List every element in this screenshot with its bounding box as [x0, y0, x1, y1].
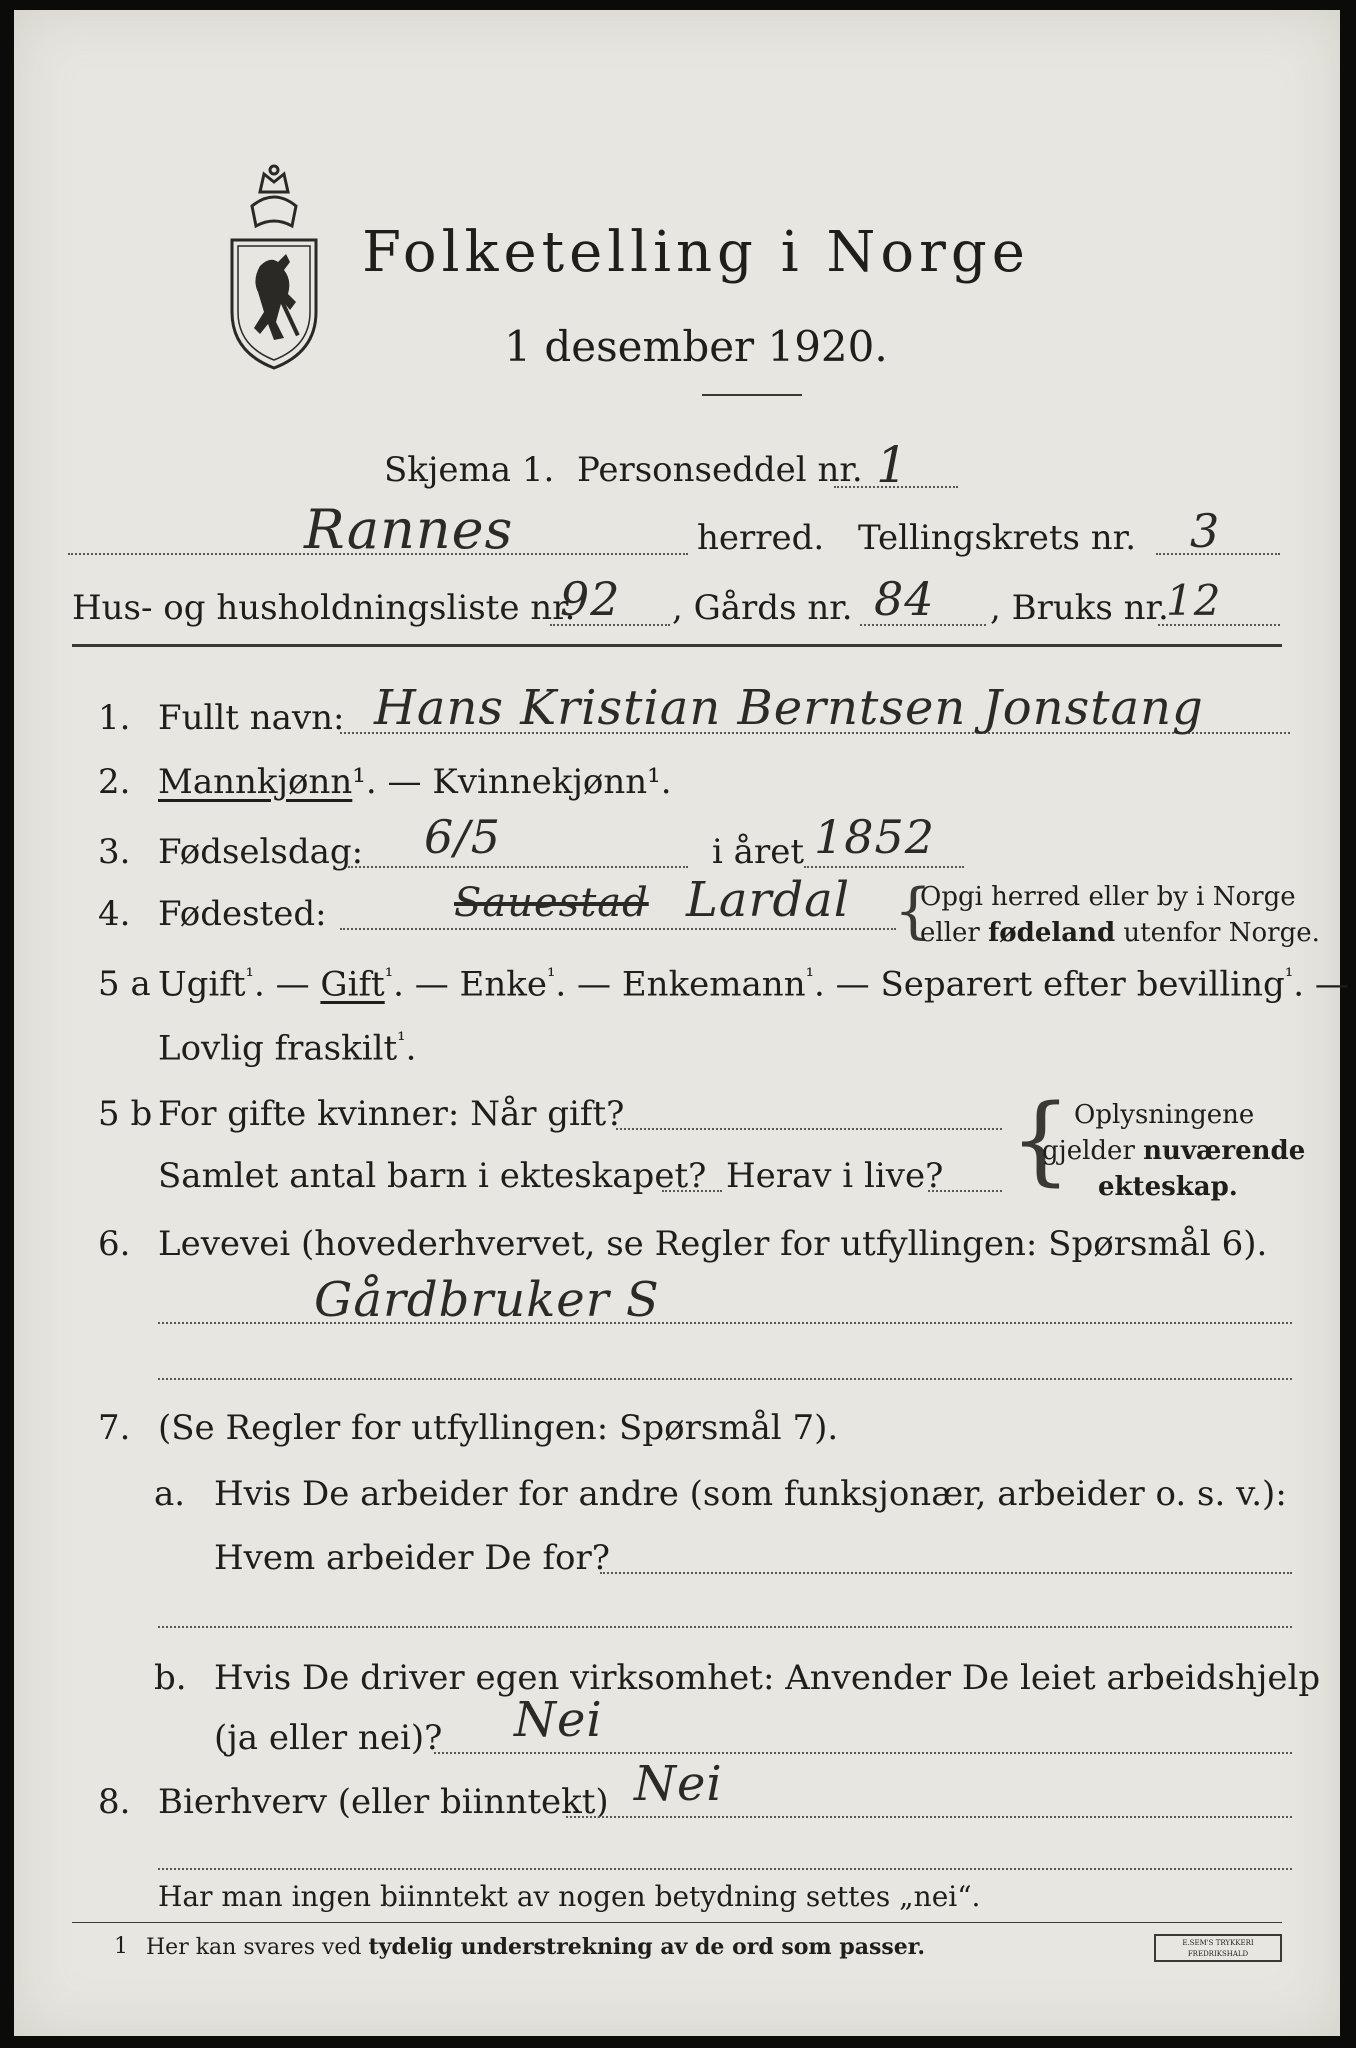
q4-line — [340, 928, 896, 930]
q7a-line-1 — [600, 1572, 1292, 1574]
q5b-barn-label: Samlet antal barn i ekteskapet? — [158, 1156, 707, 1196]
printer-mark: E.SEM'S TRYKKERI FREDRIKSHALD — [1154, 1934, 1282, 1962]
q7b-question: (ja eller nei)? — [214, 1718, 443, 1758]
footer-rule — [72, 1922, 1282, 1923]
q8-value: Nei — [634, 1756, 723, 1812]
q5a-options: Ugift$^{^1}$. — Gift$^{^1}$. — Enke$^{^1}$. — Enkemann$^{^1}$. — Separert efter bevilling$^{^1}$. — — [158, 964, 1349, 1005]
q3-value: 6/5 — [424, 810, 502, 864]
q5b-number: 5 b — [98, 1094, 153, 1134]
q7b-line — [434, 1752, 1292, 1754]
footnote-text: Her kan svares ved tydelig understrekning av de ord som passer. — [146, 1934, 926, 1960]
q4-brace: { — [894, 876, 933, 946]
q2-options — [158, 762, 672, 802]
q4-struck: Sauestad — [454, 880, 649, 926]
q6-number: 6. — [98, 1224, 131, 1264]
q3-label: Fødselsdag: — [158, 832, 364, 872]
q4-hint1: Opgi herred eller by i Norge — [920, 882, 1296, 912]
personseddel-label: Personseddel nr. — [577, 450, 863, 490]
q7-number: 7. — [98, 1408, 131, 1448]
form-title: Folketelling i Norge — [362, 220, 1030, 285]
bruks-label: , Bruks nr. — [990, 588, 1169, 628]
q3-number: 3. — [98, 832, 131, 872]
husliste-label: Hus- og husholdningsliste nr. — [72, 588, 576, 628]
q5a-number: 5 a — [98, 964, 151, 1004]
q4-label: Fødested: — [158, 894, 327, 934]
q4-number: 4. — [98, 894, 131, 934]
q2-sep: ¹. — — [352, 762, 433, 802]
q4-value: Lardal — [686, 872, 851, 928]
tellingskrets-value: 3 — [1190, 504, 1221, 558]
personseddel-value: 1 — [876, 436, 909, 494]
q5a-enkemann[interactable]: Enkemann — [621, 964, 806, 1005]
q7a-question: Hvem arbeider De for? — [214, 1538, 610, 1578]
q5a-fraskilt[interactable]: Lovlig fraskilt — [158, 1028, 398, 1069]
q1-value: Hans Kristian Berntsen Jonstang — [374, 680, 1204, 736]
q5b-label: For gifte kvinner: Når gift? — [158, 1094, 625, 1134]
footnote-number: 1 — [114, 1934, 128, 1959]
q7-label: (Se Regler for utfyllingen: Spørsmål 7). — [158, 1408, 839, 1448]
herred-label: herred. — [697, 518, 825, 558]
herred-value: Rannes — [304, 498, 514, 561]
q8-line-1 — [566, 1816, 1292, 1818]
title-divider — [702, 394, 802, 396]
husliste-value: 92 — [560, 572, 621, 626]
q5b-ilive-label: Herav i live? — [726, 1156, 944, 1196]
header-rule — [72, 644, 1282, 647]
q4-hint2: eller fødeland utenfor Norge. — [920, 918, 1320, 948]
q5b-married-line — [616, 1128, 1002, 1130]
q2-male[interactable]: Mannkjønn — [158, 762, 353, 802]
q2-tail: ¹. — [647, 762, 672, 802]
q7a-number: a. — [154, 1474, 186, 1514]
q8-line-2 — [158, 1868, 1292, 1870]
form-date: 1 desember 1920. — [504, 322, 888, 371]
q7b-number: b. — [154, 1658, 187, 1698]
q5b-barn-line — [662, 1190, 722, 1192]
q6-label: Levevei (hovederhvervet, se Regler for utfyllingen: Spørsmål 6). — [158, 1224, 1268, 1264]
q5b-note1: Oplysningene — [1074, 1100, 1255, 1130]
q3-year-line — [804, 866, 964, 868]
q8-label: Bierhverv (eller biinntekt) — [158, 1782, 609, 1822]
q8-number: 8. — [98, 1782, 131, 1822]
q3-year-value: 1852 — [814, 810, 936, 864]
bruks-value: 12 — [1166, 576, 1222, 625]
q5b-brace: { — [1010, 1084, 1072, 1196]
q3-day-line — [348, 866, 688, 868]
gards-value: 84 — [874, 572, 935, 626]
skjema-label: Skjema 1. — [384, 450, 555, 490]
q5a-ugift[interactable]: Ugift — [158, 964, 246, 1005]
q1-label: Fullt navn: — [158, 698, 345, 738]
q5a-fraskilt-line: Lovlig fraskilt$^{^1}$. — [158, 1028, 417, 1069]
q1-number: 1. — [98, 698, 131, 738]
q6-value: Gårdbruker S — [314, 1272, 660, 1328]
q7b-text: Hvis De driver egen virksomhet: Anvender De leiet arbeidshjelp — [214, 1658, 1321, 1698]
q5b-note2: gjelder nuværende — [1042, 1136, 1306, 1166]
q5a-enke[interactable]: Enke — [459, 964, 547, 1005]
q5a-gift[interactable]: Gift — [320, 964, 385, 1005]
q7b-value: Nei — [514, 1692, 603, 1748]
q6-line-2 — [158, 1378, 1292, 1380]
q7a-line-2 — [158, 1626, 1292, 1628]
q7a-text: Hvis De arbeider for andre (som funksjonær, arbeider o. s. v.): — [214, 1474, 1287, 1514]
q5a-separert[interactable]: Separert efter bevilling — [880, 964, 1285, 1005]
q2-female[interactable]: Kvinnekjønn — [432, 762, 648, 802]
tellingskrets-label: Tellingskrets nr. — [858, 518, 1137, 558]
q5b-ilive-line — [928, 1190, 1002, 1192]
q2-number: 2. — [98, 762, 131, 802]
footer-note: Har man ingen biinntekt av nogen betydning settes „nei“. — [158, 1880, 981, 1913]
q5b-note3: ekteskap. — [1098, 1172, 1238, 1202]
gards-label: , Gårds nr. — [672, 588, 853, 628]
census-form — [14, 10, 1349, 2036]
q3-year-label: i året — [712, 832, 804, 872]
q6-line-1 — [158, 1322, 1292, 1324]
